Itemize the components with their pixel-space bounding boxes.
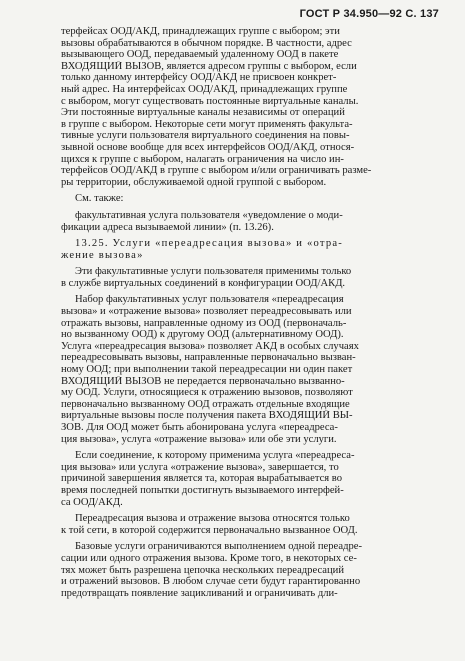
text-line: са ООД/АКД. <box>61 496 123 508</box>
text-line: вызовы обрабатываются в обычном порядке. В частности, адрес <box>61 37 352 49</box>
text-line: ному ООД; при выполнении такой переадресации ни один пакет <box>61 364 353 376</box>
text-line: сации или одного отражения вызова. Кроме того, в некоторых се- <box>61 552 357 564</box>
text-line: время последней попытки достигнуть вызываемого интерфей- <box>61 484 344 496</box>
text-line: Набор факультативных услуг пользователя «переадресация <box>75 294 344 306</box>
text-line: в группе с выбором. Некоторые сети могут применять факульта- <box>61 118 353 130</box>
text-line: вызова» и «отражение вызова» позволяет переадресовывать или <box>61 306 352 318</box>
text-line: и отражений вызовов. В любом случае сети будут гарантированно <box>61 576 361 588</box>
text-line: ры территории, обслуживаемой одной группой с выбором. <box>61 176 327 188</box>
document-body <box>61 26 431 599</box>
text-line: виртуальные вызовы после получения пакета ВХОДЯЩИЙ ВЫ- <box>61 410 353 422</box>
text-line: терфейсах ООД/АКД, принадлежащих группе с выбором; эти <box>61 26 340 37</box>
text-line: Услуга «переадресация вызова» позволяет АКД в особых случаях <box>61 340 359 352</box>
text-line: но вызванному ООД) к другому ООД (альтернативному ООД). <box>61 329 344 341</box>
text-line: переадресовывать вызовы, направленные первоначально вызван- <box>61 352 356 364</box>
text-line: Базовые услуги ограничиваются выполнением одной переадре- <box>75 541 362 553</box>
text-line: ция вызова» или услуга «отражение вызова», завершается, то <box>61 461 339 473</box>
text-line: только данному интерфейсу ООД/АКД не присвоен конкрет- <box>61 72 337 84</box>
section-heading: 13.25. Услуги «переадресация вызова» и «отра- <box>75 238 343 250</box>
text-line: зывной основе вообще для всех интерфейсов ООД/АКД, относя- <box>61 141 355 153</box>
text-line: с выбором, могут существовать постоянные виртуальные каналы. <box>61 95 359 107</box>
text-line: щихся к группе с выбором, налагать ограничения на число ин- <box>61 153 344 165</box>
text-line: См. также: <box>75 193 124 205</box>
text-line: фикации адреса вызываемой линии» (п. 13.26). <box>61 221 274 233</box>
page-header: ГОСТ Р 34.950—92 С. 137 <box>299 8 439 20</box>
text-line: терфейсов ООД/АКД в группе с выбором и/или ограничивать разме- <box>61 165 372 177</box>
text-line: Эти факультативные услуги пользователя применимы только <box>75 266 352 278</box>
text-line: причиной завершения является та, которая вырабатывается во <box>61 473 343 485</box>
text-line: отражать вызовы, направленные одному из ООД (первоначаль- <box>61 317 347 329</box>
text-line: Эти постоянные виртуальные каналы независимы от операций <box>61 107 345 119</box>
text-line: вызывающего ООД, передаваемый удаленному ООД в пакете <box>61 49 339 61</box>
text-line: ция вызова», услуга «отражение вызова» или обе эти услуги. <box>61 433 337 445</box>
text-line: му ООД. Услуги, относящиеся к отражению вызовов, позволяют <box>61 387 353 399</box>
text-line: Переадресация вызова и отражение вызова относятся только <box>75 513 350 525</box>
text-line: ВХОДЯЩИЙ ВЫЗОВ не передается первоначально вызванно- <box>61 375 345 387</box>
text-line: тях может быть разрешена цепочка нескольких переадресаций <box>61 564 344 576</box>
text-line: Если соединение, к которому применима услуга «переадреса- <box>75 450 355 462</box>
text-line: ЗОВ. Для ООД может быть абонирована услуга «переадреса- <box>61 422 338 433</box>
text-line: факультативная услуга пользователя «уведомление о моди- <box>75 209 343 221</box>
section-heading: жение вызова» <box>61 249 144 261</box>
text-line: в службе виртуальных соединений в конфигурации ООД/АКД. <box>61 277 346 289</box>
text-line: к той сети, в которой содержится первоначально вызванное ООД. <box>61 524 358 536</box>
text-line: ный адрес. На интерфейсах ООД/АКД, принадлежащих группе <box>61 83 348 95</box>
text-line: ВХОДЯЩИЙ ВЫЗОВ, является адресом группы с выбором, если <box>61 60 357 72</box>
text-line: тивные услуги пользователя виртуального соединения на повы- <box>61 130 350 142</box>
text-line: предотвращать появление зацикливаний и ограничивать дли- <box>61 587 338 599</box>
text-line: первоначально вызванному ООД отражать отдельные входящие <box>61 398 350 410</box>
